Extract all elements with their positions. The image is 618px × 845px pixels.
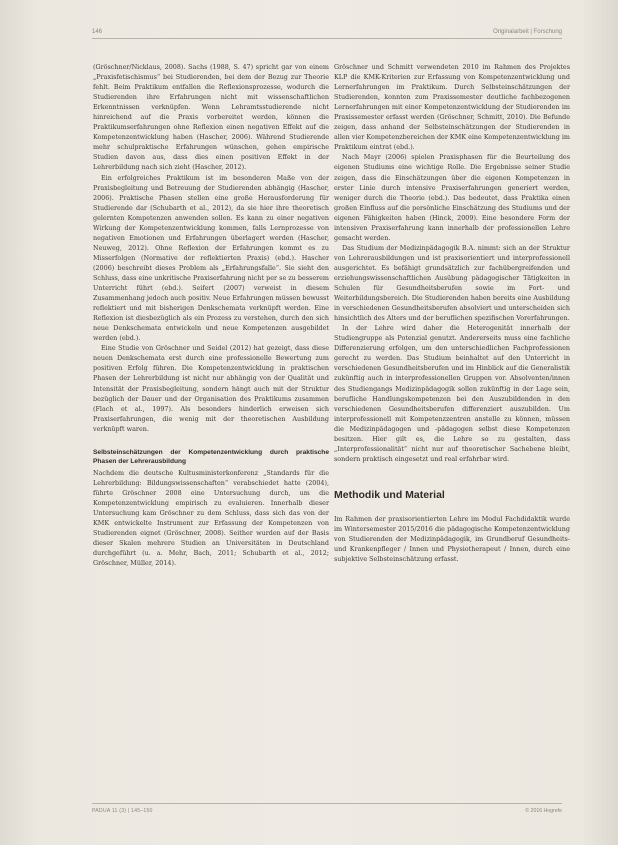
subheading: Selbsteinschätzungen der Kompetenzentwicklung durch praktische Phasen der Lehrerausbildung [93,448,329,466]
footer-citation: PADUA 11 (3) | 145–150 [92,808,153,814]
paragraph: (Gröschner/Nicklaus, 2008). Sachs (1988, S. 47) spricht gar von einem „Praxisfetischismus“ bei Studierenden, bei dem der Bezug zur Theorie fehlt. Beim Praktikum entfallen die Reflexionsprozesse, wodurch die Studierenden ihre Erfahrungen nicht mit wissenschaftlichen Erkenntnissen verknüpfen. Wenn Lehramtsstudierende nicht hinreichend auf die Praxis vorbereitet werden, können die Praktikumserfahrungen ohne Reflexion einen negativen Effekt auf die Kompetenzentwicklung haben (Hascher, 2006). Während Studierende mehr schulpraktische Erfahrungen wünschen, gehen empirische Studien davon aus, dass dies einen positiven Effekt in der Lehrerbildung nach sich zieht (Hascher, 2012). [93,63,329,172]
left-column [93,62,329,568]
right-column [334,62,570,564]
paragraph: Das Studium der Medizinpädagogik B.A. nimmt: sich an der Struktur von Lehrerausbildungen und ist praxisorientiert und interprofessionell ausgerichtet. Es befähigt grundsätzlich zur fachübergreifenden und erziehungswissenschaftlichen Ausübung pädagogischer Tätigkeiten in Schulen für Gesundheitsberufen sowie im Fort- und Weiterbildungsbereich. Die Studierenden haben bereits eine Ausbildung in verschiedenen Gesundheitsberufen absolviert und unterscheiden sich hinsichtlich des Alters und der beruflichen spezifischen Vorerfahrungen. [334,243,570,323]
footer-publisher: © 2016 Hogrefe [525,808,562,814]
footer-divider [92,803,562,804]
paragraph: Eine Studie von Gröschner und Seidel (2012) hat gezeigt, dass diese neuen Denkschemata erst durch eine professionelle Bewertung zum positiven Erfolg führen. Die Kompetenzentwicklung in praktischen Phasen der Lehrerbildung ist nicht nur abhängig von der Qualität und Intensität der Praxisbegleitung, sondern hängt auch mit der Struktur bezüglich der Dauer und der Organisation des Praktikums zusammen (Flach et al., 1997). Als besonders hinderlich erweisen sich Praxiserfahrungen, die wenig mit der theoretischen Ausbildung verknüpft waren. [93,344,329,433]
header-divider [92,38,562,39]
paragraph: Nachdem die deutsche Kultusministerkonferenz „Standards für die Lehrerbildung: Bildungswissenschaften“ verabschiedet hatte (2004), führte Gröschner 2008 eine Untersuchung durch, um die Kompetenzentwicklung empirisch zu evaluieren. Innerhalb dieser Untersuchung kam Gröschner zu dem Schluss, dass sich das von der KMK entwickelte Instrument zur Erfassung der Kompetenzen von Studierenden eignet (Gröschner, 2008). Seither wurden auf der Basis dieser Skalen mehrere Studien an Universitäten in Deutschland durchgeführt (u. a. Mehr, Bach, 2011; Schubarth et al., 2012; Gröschner, Müller, 2014). [93,468,329,568]
paragraph: Im Rahmen der praxisorientierten Lehre im Modul Fachdidaktik wurde im Wintersemester 2015/2016 die pädagogische Kompetenzentwicklung von Studierenden der Medizinpädagogik, im Grundberuf Gesundheits- und Krankenpfleger / Innen und Physiotherapeut / Innen, durch eine subjektive Selbsteinschätzung erfasst. [334,514,570,564]
page-number: 146 [92,29,103,35]
paragraph: Gröschner und Schmitt verwendeten 2010 im Rahmen des Projektes KLP die KMK-Kriterien zur Erfassung von Kompetenzentwicklung und Lernerfahrungen im Praktikum. Durch Selbsteinschätzungen der Studierenden, konnten zum Praxissemester deutliche fachbezogenen Lernerfahrungen mit einer Kompetenzentwicklung der Studierenden im Praxissemester erfasst werden (Gröschner, Schmitt, 2010). Die Befunde zeigen, dass anhand der Selbsteinschätzungen der Studierenden in allen vier Kompetenzbereichen der KMK eine Kompetenzentwicklung im Praktikum eintrat (ebd.). [334,63,570,152]
running-title: Originalarbeit | Forschung [493,29,562,35]
section-heading: Methodik und Material [334,488,445,501]
paragraph: Ein erfolgreiches Praktikum ist im besonderen Maße von der Praxisbegleitung und Betreuung der Studierenden abhängig (Hascher, 2006). Praktische Phasen stellen eine große Herausforderung für Studierende dar (Schubarth et al., 2012), da sie hier ihre theoretisch gelernten Kompetenzen anwenden sollen. Es kann zu einer negativen Wirkung der Kompetenzentwicklung kommen, falls Lernprozesse von negativen Emotionen und Erfahrungen überlagert werden (Hascher, Neuweg, 2012). Ohne Reflexion der Erfahrungen kommt es zu Misserfolgen (Normative der reflektierten Praxis) (ebd.). Hascher (2006) beschreibt dieses Problem als „Erfahrungsfalle“. Sie sieht den Schluss, dass eine unkritische Praxiserfahrung nicht per se zu besserem Unterricht führt (ebd.). Seifert (2007) verweist in diesem Zusammenhang jedoch auch positiv. Neue Erfahrungen müssen bewusst reflektiert und mit bisherigen Denkschemata verknüpft werden. Eine Reflexion ist diesbezüglich als ein Prozess zu verstehen, durch den sich neue Denkschemata entwickeln und neue Kompetenzen ausgebildet werden (ebd.). [93,173,329,343]
paragraph: In der Lehre wird daher die Heterogenität innerhalb der Studiengruppe als Potenzial genutzt. Andererseits muss eine fachliche Differenzierung erfolgen, um den unterschiedlichen Fachprofessionen gerecht zu werden. Das Studium beinhaltet auf den Unterricht in verschiedenen Gesundheitsberufen und im Hinblick auf die Generalistik zukünftig auch in interprofessionellen Gruppen vor. Absolventen/innen des Studiengangs Medizinpädagogik sollen zukünftig in der Lage sein, berufliche Handlungskompetenzen bei den Auszubildenden in den verschiedenen Gesundheitsberufen differenziert auszubilden. Um interprofessionell mit Kompetenzzentren anstelle zu können, müssen die Medizinpädagogen und -pädagogen selbst diese Kompetenzen besitzen. Hier gilt es, die Lehre so zu gestalten, dass „Interprofessionalität“ nicht nur auf theoretischer Sachebene bleibt, sondern praktisch eingesetzt und real erfahrbar wird. [334,324,570,463]
paragraph: Nach Mayr (2006) spielen Praxisphasen für die Beurteilung des eigenen Studiums eine wichtige Rolle. Die Ergebnisse seiner Studie zeigen, dass die Einschätzungen über die eigenen Kompetenzen in erster Linie durch intensive Praxiserfahrungen generiert werden, weniger durch die Theorie (ebd.). Das bedeutet, dass Praktika einen großen Einfluss auf die persönliche Einschätzung des Studiums und der eigenen Fähigkeiten haben (Hinck, 2009). Eine besondere Form der intensiven Praxiserfahrung kann innerhalb der professionellen Lehre gemacht werden. [334,153,570,242]
